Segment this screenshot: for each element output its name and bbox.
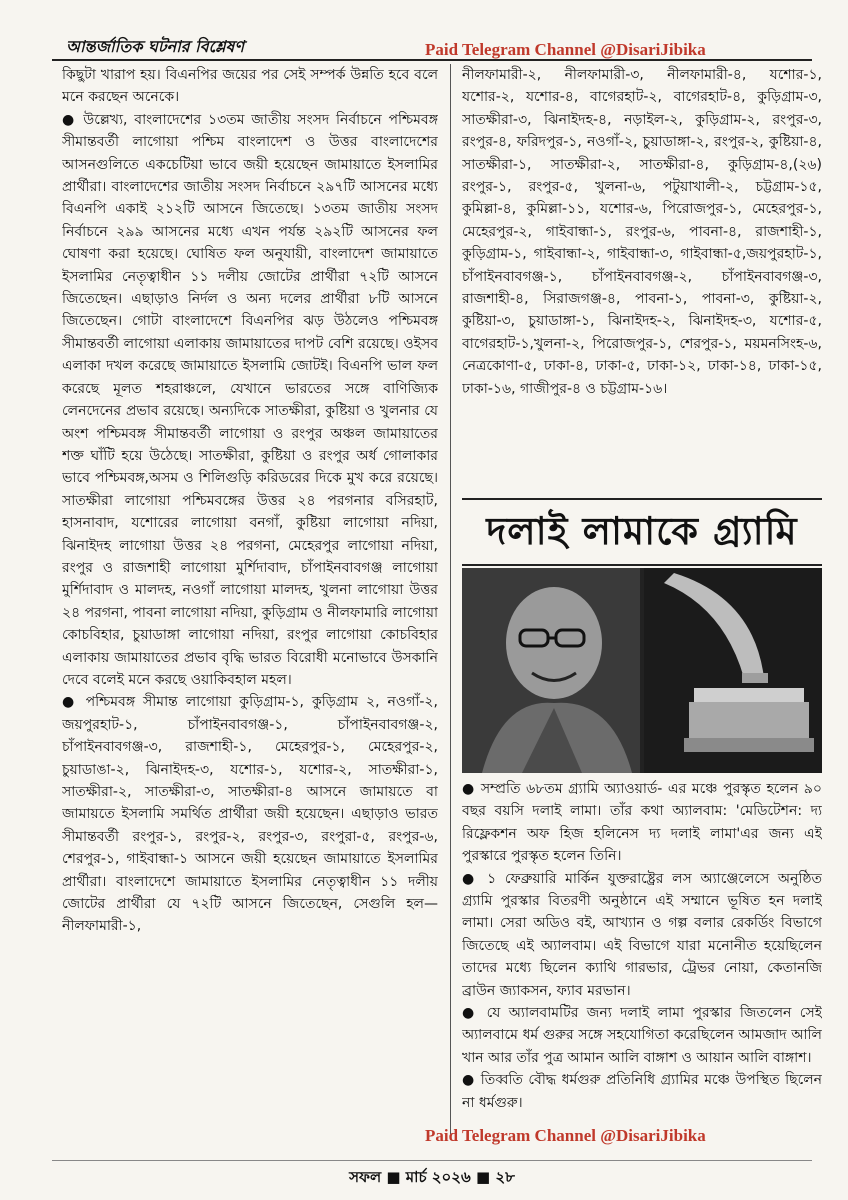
watermark-top: Paid Telegram Channel @DisariJibika bbox=[425, 40, 706, 59]
dalai-lama-portrait-image bbox=[462, 568, 640, 773]
left-paragraph-3: ● পশ্চিমবঙ্গ সীমান্ত লাগোয়া কুড়িগ্রাম-১, কুড়িগ্রাম ২, নওগাঁ-২, জয়পুরহাট-১, চাঁপাইনবাবগঞ্জ-১, চাঁপাইনবাবগঞ্জ-২, চাঁপাইনবাবগঞ্জ-৩, রাজশাহী-১, মেহেরপুর-১, মেহেরপুর-২, চুয়াডাঙা-২, ঝিনাইদহ-৩, যশোর-১, যশোর-২, সাতক্ষীরা-১, সাতক্ষীরা-২, সাতক্ষীরা-৩, সাতক্ষীরা-৪ আসনে জামায়তে বা জামায়তে ইসলামি সমর্থিত প্রার্থীরা জয়ী হয়েছেন। এছাড়াও ভারত সীমান্তবর্তী রংপুর-১, রংপুর-২, রংপুর-৩, রংপুরা-৫, রংপুর-৬, শেরপুর-১, গাইবান্ধা-১ আসনে জয়ী হয়েছেন জামায়াতে ইসলামির প্রার্থীরা। বাংলাদেশে জামায়াতে ইসলামির নেতৃত্বাধীন ১১ দলীয় জোটের প্রার্থীরা যে ৭২টি আসনে জিতেছেন, সেগুলি হল— নীলফামারী-১, bbox=[62, 694, 438, 935]
watermark-bottom: Paid Telegram Channel @DisariJibika bbox=[425, 1126, 706, 1145]
feature-photo bbox=[462, 568, 822, 773]
page-footer bbox=[52, 1166, 812, 1190]
feature-paragraph-3: ● যে অ্যালবামটির জন্য দলাই লামা পুরস্কার জিতলেন সেই অ্যালবামে ধর্ম গুরুর সঙ্গে সহযোগিতা করেছিলেন আমজাদ আলি খান আর তাঁর পুত্র আমান আলি বাঙ্গাশ ও আয়ান আলি বাঙ্গাশ। bbox=[462, 1005, 822, 1066]
feature-article bbox=[462, 778, 822, 1138]
magazine-name: সফল bbox=[349, 1168, 382, 1186]
issue-info: ■ মার্চ ২০২৬ ■ ২৮ bbox=[386, 1168, 515, 1186]
left-paragraph-1: কিছুটা খারাপ হয়। বিএনপির জয়ের পর সেই সম্পর্ক উন্নতি হবে বলে মনে করছেন অনেকে। bbox=[62, 67, 438, 106]
right-column-seats bbox=[462, 64, 822, 460]
grammy-trophy-image bbox=[644, 568, 822, 773]
feature-paragraph-2: ● ১ ফেব্রুয়ারি মার্কিন যুক্তরাষ্ট্রের লস অ্যাঞ্জেলেসে অনুষ্ঠিত গ্র্যামি পুরস্কার বিতরণী অনুষ্ঠানে এই সম্মানে ভূষিত হন দলাই লামা। সেরা অডিও বই, আখ্যান ও গল্প বলার রেকর্ডিং বিভাগে জিতেছে এই অ্যালবাম। এই বিভাগে যারা মনোনীত হয়েছিলেন তাদের মধ্যে ছিলেন ক্যাথি গারভার, ট্রেভর নোয়া, কেতানজি ব্রাউন জ্যাকসন, ফ্যাব মরভান। bbox=[462, 870, 822, 999]
section-title: আন্তর্জাতিক ঘটনার বিশ্লেষণ bbox=[66, 37, 245, 56]
left-column bbox=[62, 64, 438, 1142]
seats-list: নীলফামারী-২, নীলফামারী-৩, নীলফামারী-৪, যশোর-১, যশোর-২, যশোর-৪, বাগেরহাট-২, বাগেরহাট-৪, কুড়িগ্রাম-৩, সাতক্ষীরা-৩, ঝিনাইদহ-৪, নড়াইল-২, কুড়িগ্রাম-২, রংপুর-৩, রংপুর-৪, ফরিদপুর-১, নওগাঁ-২, চুয়াডাঙ্গা-২, রংপুর-২, কুষ্টিয়া-৪, সাতক্ষীরা-১, সাতক্ষীরা-২, সাতক্ষীরা-৪, কুড়িগ্রাম-৪,(২৬) রংপুর-১, রংপুর-৫, খুলনা-৬, পটুয়াখালী-২, চট্টগ্রাম-১৫, কুমিল্লা-৪, কুমিল্লা-১১, যশোর-৬, পিরোজপুর-১, মেহেরপুর-১, মেহেরপুর-২, গাইবান্ধা-১, রংপুর-৬, পাবনা-৪, রাজশাহী-১, কুড়িগ্রাম-১, গাইবান্ধা-২, গাইবান্ধা-৩, গাইবান্ধা-৫,জয়পুরহাট-১, চাঁপাইনবাবগঞ্জ-১, চাঁপাইনবাবগঞ্জ-২, চাঁপাইনবাবগঞ্জ-৩, রাজশাহী-৪, সিরাজগঞ্জ-৪, পাবনা-১, পাবনা-৩, কুষ্টিয়া-২, কুষ্টিয়া-৩, চুয়াডাঙ্গা-১, ঝিনাইদহ-২, ঝিনাইদহ-৩, যশোর-৫, বাগেরহাট-১,খুলনা-২, পিরোজপুর-১, শেরপুর-১, ময়মনসিংহ-৬, নেত্রকোণা-৫, ঢাকা-৪, ঢাকা-৫, ঢাকা-১২, ঢাকা-১৪, ঢাকা-১৫, ঢাকা-১৬, গাজীপুর-৪ ও চট্টগ্রাম-১৬। bbox=[462, 67, 822, 397]
feature-title: দলাই লামাকে গ্র্যামি bbox=[462, 498, 822, 566]
feature-paragraph-4: ● তিব্বতি বৌদ্ধ ধর্মগুরু প্রতিনিধি গ্র্যামির মঞ্চে উপস্থিত ছিলেন না ধর্মগুরু। bbox=[462, 1072, 822, 1111]
feature-paragraph-1: ● সম্প্রতি ৬৮তম গ্র্যামি অ্যাওয়ার্ড- এর মঞ্চে পুরস্কৃত হলেন ৯০ বছর বয়সি দলাই লামা। তাঁর কথা অ্যালবাম: 'মেডিটেশন: দ্য রিফ্লেকশন অফ হিজ হলিনেস দ্য দলাই লামা'এর জন্য এই পুরস্কারে পুরস্কৃত হলেন তিনি। bbox=[462, 781, 822, 865]
footer-divider bbox=[52, 1160, 812, 1161]
column-divider bbox=[450, 64, 451, 1134]
left-paragraph-2: ● উল্লেখ্য, বাংলাদেশের ১৩তম জাতীয় সংসদ নির্বাচনে পশ্চিমবঙ্গ সীমান্তবর্তী লাগোয়া পশ্চিম বাংলাদেশ ও উত্তর বাংলাদেশের আসনগুলিতে একচেটিয়া ভাবে জয়ী হয়েছেন জামায়াতে ইসলামির প্রার্থীরা। বাংলাদেশের জাতীয় সংসদ নির্বাচনে ২৯৭টি আসনের মধ্যে বিএনপি একাই ২১২টি আসনে জিতেছে। ১৩তম জাতীয় সংসদ নির্বাচনে ২৯৯ আসনের মধ্যে এখন পর্যন্ত ২৯২টি আসনের ফল ঘোষণা করা হয়েছে। ঘোষিত ফল অনুযায়ী, বাংলাদেশ জামায়াতে ইসলামির নেতৃত্বাধীন ১১ দলীয় জোটের প্রার্থীরা ৭২টি আসনে জিতেছেন। এছাড়াও নির্দল ও অন্য দলের প্রার্থীরা ৮টি আসনে জিতেছেন। গোটা বাংলাদেশে বিএনপির ঝড় উঠলেও পশ্চিমবঙ্গ সীমান্তবর্তী লাগোয়া এলাকায় জামায়াতের দাপট বেশি রয়েছে। ওইসব এলাকা দখল করেছে জামায়াতে ইসলামি জোটই। বিএনপি ভাল ফল করেছে মূলত শহরাঞ্চলে, যেখানে ভারতের সঙ্গে বাণিজ্যিক লেনদেনের প্রভাব রয়েছে। অন্যদিকে সাতক্ষীরা, কুষ্টিয়া ও খুলনার যে অংশ পশ্চিমবঙ্গ সীমান্তবর্তী লাগোয়া ও রংপুর অঞ্চল জামায়াতের শক্ত ঘাঁটি হয়ে উঠেছে। সাতক্ষীরা, কুষ্টিয়া ও রংপুর অর্ধ গোলাকার ভাবে পশ্চিমবঙ্গ,অসম ও শিলিগুড়ি করিডরের দিকে মুখ করে রয়েছে। সাতক্ষীরা লাগোয়া পশ্চিমবঙ্গের উত্তর ২৪ পরগনার বসিরহাট, হাসনাবাদ, যশোরের লাগোয়া বনগাঁ, কুষ্টিয়া লাগোয়া নদিয়া, ঝিনাইদহ লাগোয়া উত্তর ২৪ পরগনা, মেহেরপুর লাগোয়া নদিয়া, রংপুর ও রাজশাহী লাগোয়া মুর্শিদাবাদ, চাঁপাইনবাবগঞ্জ লাগোয়া মুর্শিদাবাদ ও মালদহ, নওগাঁ লাগোয়া মালদহ, খুলনা লাগোয়া উত্তর ২৪ পরগনা, পাবনা লাগোয়া নদিয়া, কুড়িগ্রাম ও নীলফামারি লাগোয়া কোচবিহার, চুয়াডাঙ্গা লাগোয়া নদিয়া, রংপুর লাগোয়া কোচবিহার এলাকায় জামায়াতের প্রভাব বৃদ্ধি ভারত বিরোধী মনোভাবে উসকানি দেবে বলেই মনে করছে ওয়াকিবহাল মহল। bbox=[62, 111, 438, 688]
